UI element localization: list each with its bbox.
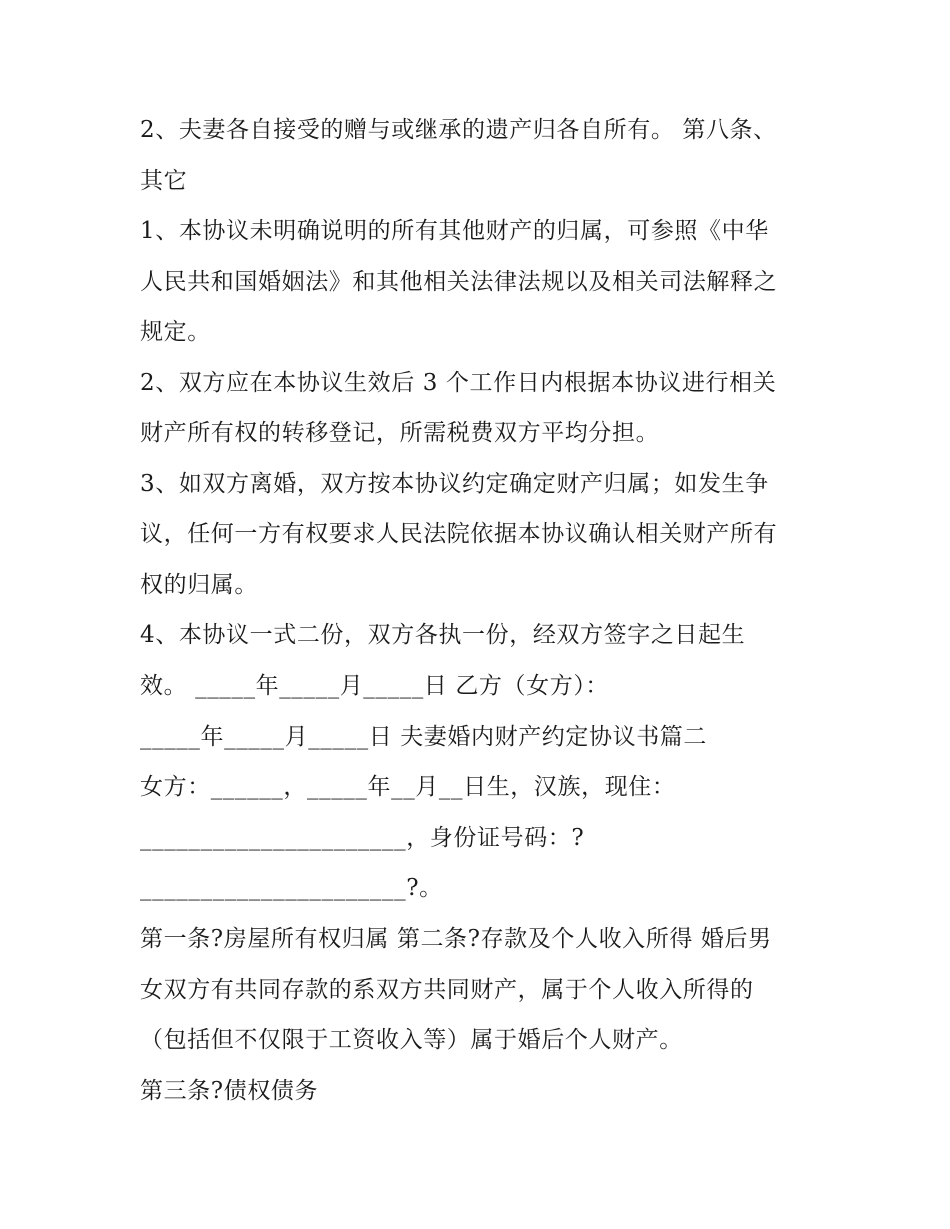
paragraph-line: 其它	[140, 168, 188, 194]
section-heading: 第三条?债权债务	[140, 1078, 319, 1104]
paragraph-line: 2、双方应在本协议生效后 3 个工作日内根据本协议进行相关	[140, 370, 777, 396]
party-info-line: ______________________，身份证号码：?	[140, 825, 585, 851]
signature-date-line: _____年_____月_____日 夫妻婚内财产约定协议书篇二	[140, 724, 708, 750]
paragraph-line: 第一条?房屋所有权归属 第二条?存款及个人收入所得 婚后男	[140, 926, 772, 952]
paragraph-line: 人民共和国婚姻法》和其他相关法律法规以及相关司法解释之	[140, 269, 778, 295]
paragraph-line: 权的归属。	[140, 572, 258, 598]
paragraph-line: 1、本协议未明确说明的所有其他财产的归属，可参照《中华	[140, 218, 769, 244]
paragraph-line: 4、本协议一式二份，双方各执一份，经双方签字之日起生	[140, 622, 746, 648]
paragraph-line: 女双方有共同存款的系双方共同财产，属于个人收入所得的	[140, 977, 754, 1003]
paragraph-line: 规定。	[140, 319, 211, 345]
paragraph-line: 3、如双方离婚，双方按本协议约定确定财产归属；如发生争	[140, 471, 769, 497]
party-info-line: 女方：______，_____年__月__日生，汉族，现住：	[140, 774, 676, 800]
paragraph-line: 2、夫妻各自接受的赠与或继承的遗产归各自所有。 第八条、	[140, 117, 777, 143]
paragraph-line: 财产所有权的转移登记，所需税费双方平均分担。	[140, 420, 660, 446]
party-info-line: ______________________?。	[140, 875, 443, 901]
paragraph-line: 议，任何一方有权要求人民法院依据本协议确认相关财产所有	[140, 521, 778, 547]
signature-date-line: 效。 _____年_____月_____日 乙方（女方）：	[140, 673, 610, 699]
paragraph-line: （包括但不仅限于工资收入等）属于婚后个人财产。	[140, 1027, 683, 1053]
